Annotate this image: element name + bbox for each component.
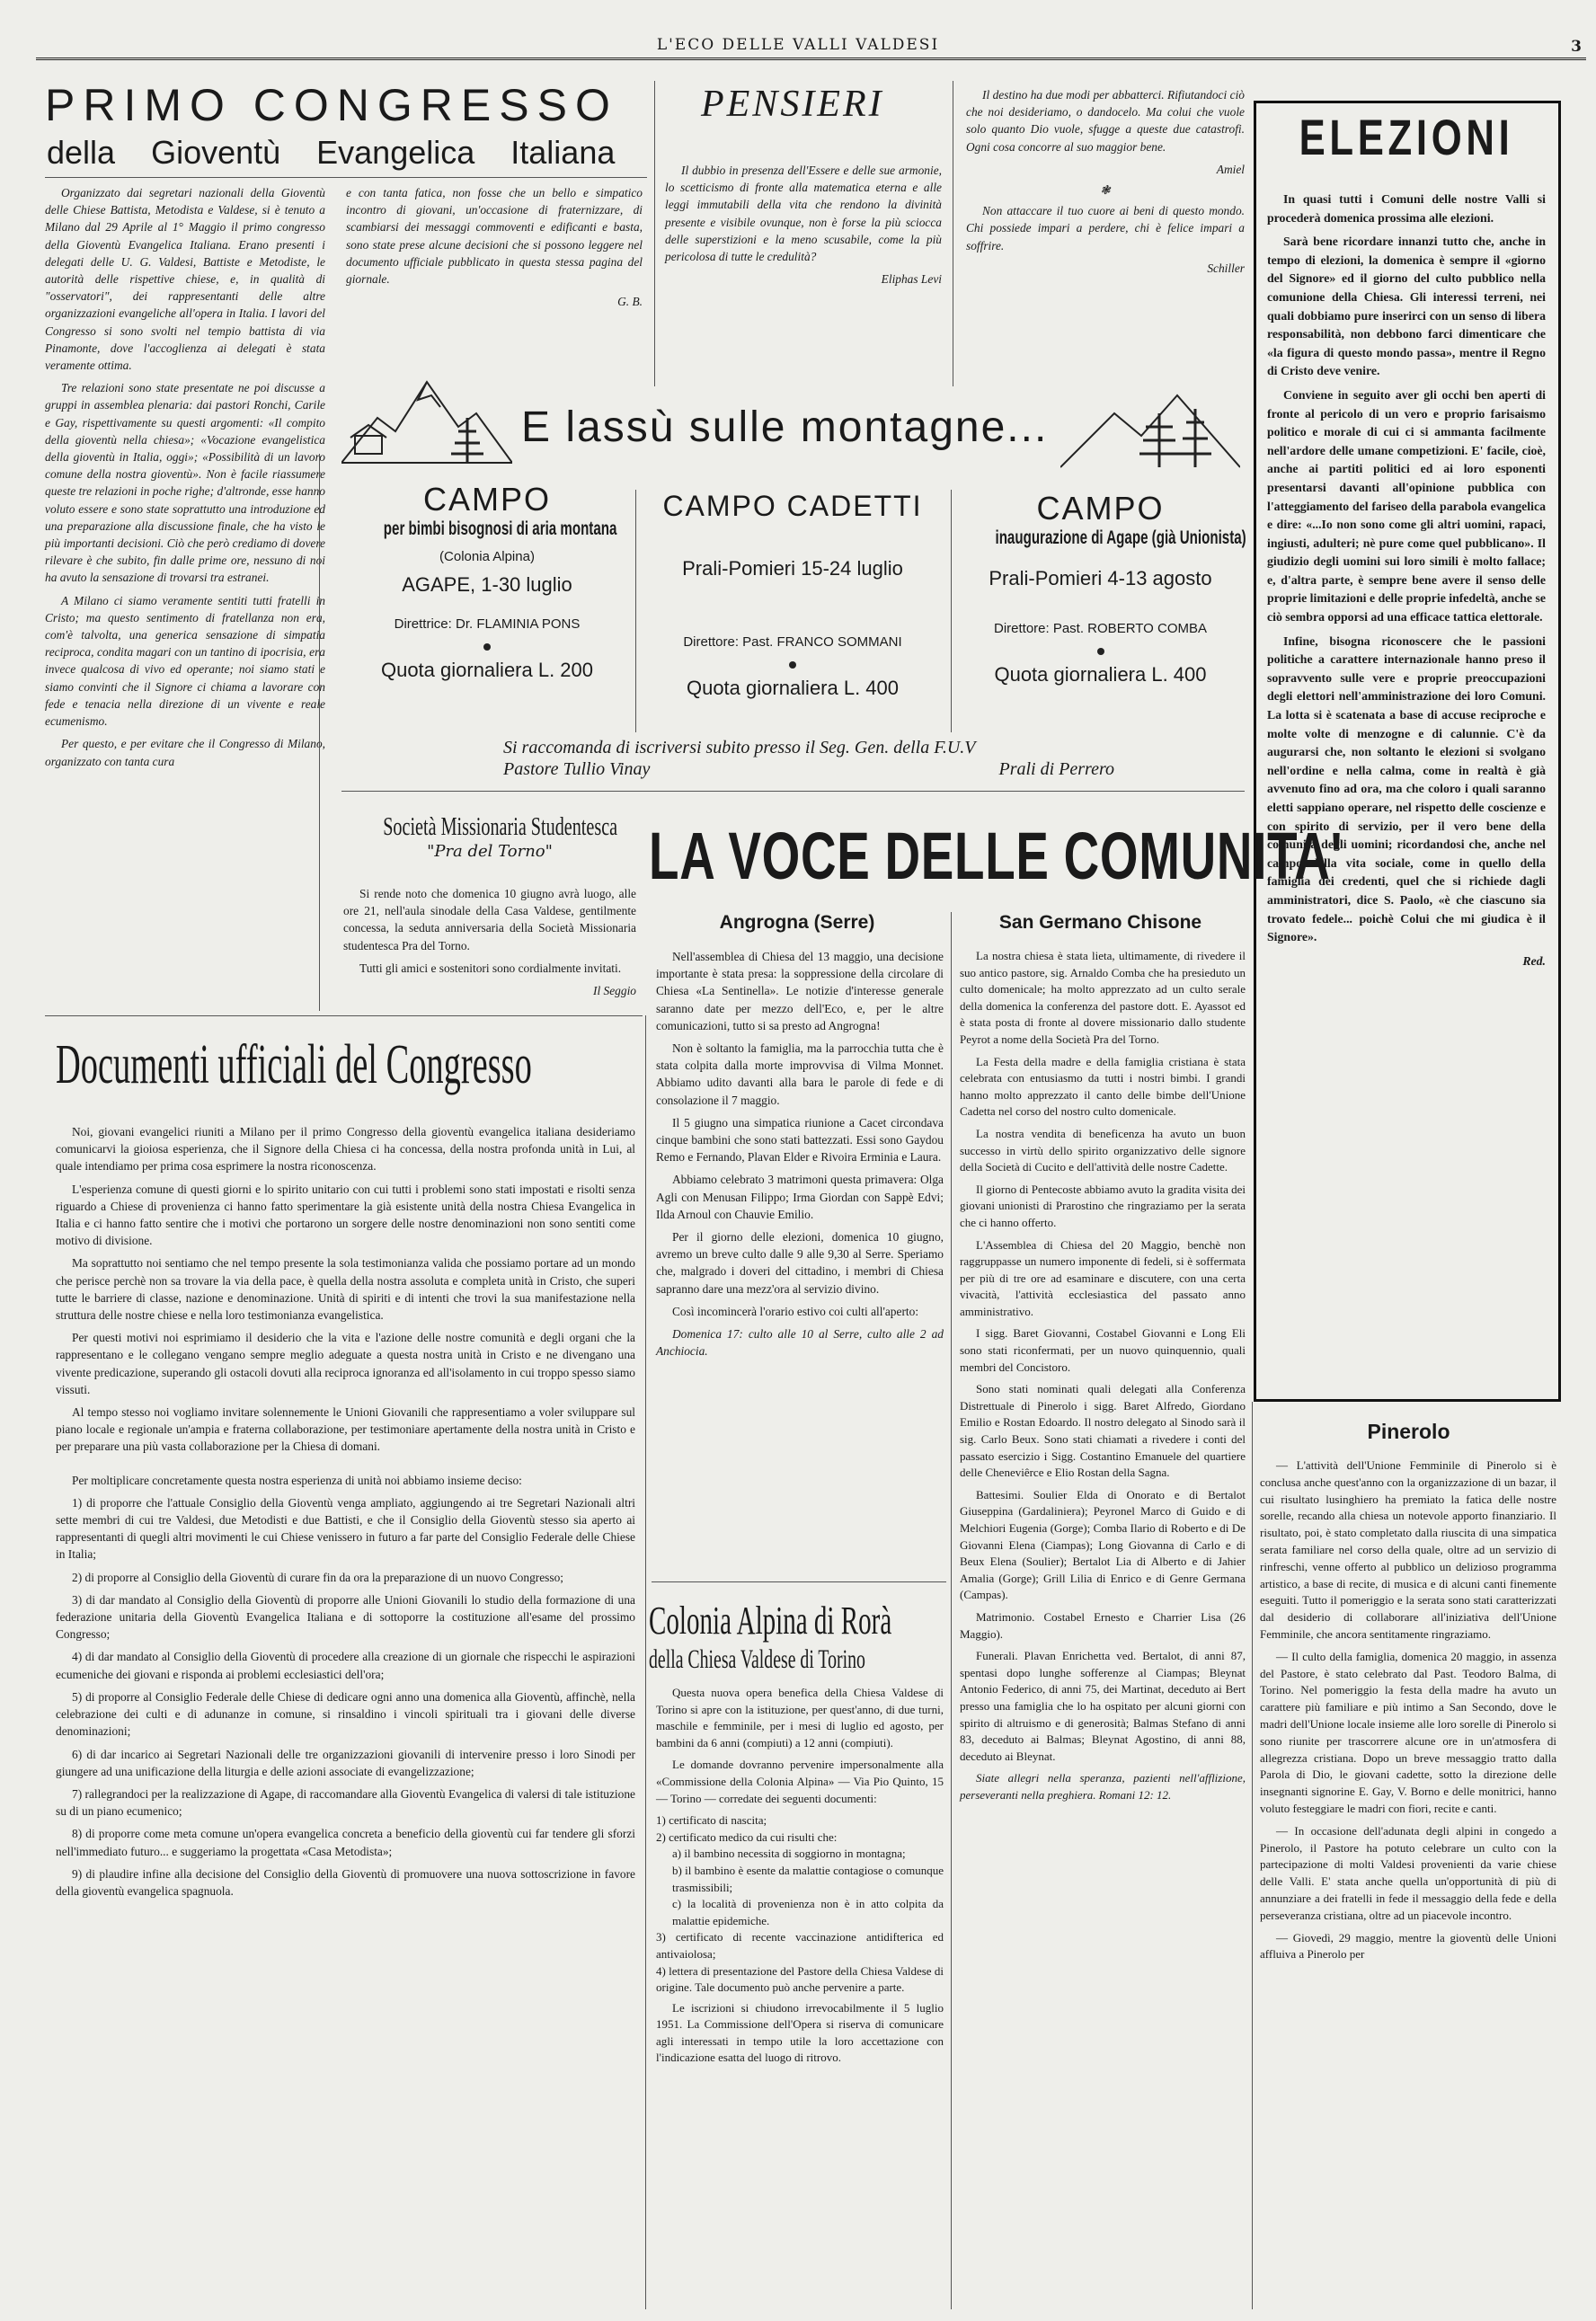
congress-rule [45,177,647,178]
documents-item: 3) di dar mandato al Consiglio della Gioventù di proporre alle Unioni Giovanili lo studio della formazione di una federazione unitaria della Gioventù Evangelica Italiana e di sottoporre la costituzione all'esame del prossimo Congresso; [56,1592,635,1642]
camp-3-dates: Prali-Pomieri 4-13 agosto [989,567,1212,589]
elections-paragraph: Sarà bene ricordare innanzi tutto che, anche in tempo di elezioni, la domenica è sempre il «giorno del Signore» ed il giorno del culto pubblico nella comunione della Chiesa. Gli interessi terreni, nei quali dobbiamo pure inserirci con un senso di libera responsabilità, non debbono farci dimenticare che «la figura di questo mondo passa», mentre il Regno di Cristo deve venire. [1267,235,1546,378]
column-rule [951,912,952,2309]
pensieri-column-1 [665,162,942,288]
documents-paragraph: Noi, giovani evangelici riuniti a Milano per il primo Congresso della gioventù evangelica italiana desideriamo comunicarvi la gioiosa esperienza, che il Signore della Chiesa ci ha concessa, della nostra profonda unità in Lui, al quale intendiamo per prima cosa esprimere la nostra riconoscenza. [56,1125,635,1174]
rora-list-item: 2) certificato medico da cui risulti che: [656,1829,838,1844]
angrogna-paragraph: Non è soltanto la famiglia, ma la parrocchia tutta che è stata colpita dalla morte improvvisa di Vilma Monnet. Abbiamo udito davanti alla bara le parole di fede e di consolazione il 7 maggio. [656,1041,944,1107]
column-rule [951,490,952,732]
quote-text: Il dubbio in presenza dell'Essere e delle sue armonie, lo scetticismo di fronte alla matematica eterna e alle leggi immutabili della vita che rendono la divinità presente e visibile ovunque, non è forse la più sciocca delle superstizioni e la meno scusabile, come la più pericolosa di tutte le credulità? [665,164,942,264]
quote-text: Il destino ha due modi per abbatterci. Rifiutandoci ciò che noi desideriamo, o dandocelo. Ma colui che vuole solo quanto Dio vuole, sfugge a queste due catastrofi. Ogni cosa concorre al suo maggior bene. [966,88,1245,154]
elections-paragraph: In quasi tutti i Comuni delle nostre Valli si procederà domenica prossima alle elezioni. [1267,192,1546,225]
sangermano-paragraph: L'Assemblea di Chiesa del 20 Maggio, benchè non raggruppasse un numero imponente di fedeli, si è soffermata per più di tre ore ad esaminare e discutere, con una certa vivacità, l'attività ecclesiastica del passato anno amministrativo. [960,1237,1246,1318]
rora-text [656,1685,944,2072]
documents-item: 8) di proporre come meta comune un'opera evangelica concreta a beneficio della gioventù cui far tendere gli sforzi nell'immediato futuro... e suggeriamo la progettata «Casa Metodista»; [56,1827,635,1858]
ornament-icon: ❃ [1100,183,1111,198]
documents-paragraph: Per moltiplicare concretamente questa nostra esperienza di unità noi abbiamo insieme deciso: [72,1473,522,1487]
angrogna-title: Angrogna (Serre) [719,912,875,933]
camp-2-dates: Prali-Pomieri 15-24 luglio [682,557,903,580]
angrogna-paragraph: Per il giorno delle elezioni, domenica 10 giugno, avremo un breve culto dalle 9 alle 9,30 al Serre. Speriamo che, malgrado i doveri del cittadino, i membri di Chiesa sapranno dare una mezz'ora al servizio divino. [656,1230,944,1296]
camp-2-title: CAMPO CADETTI [662,490,923,522]
congress-paragraph: Tre relazioni sono state presentate ne poi discusse a gruppi in assemblea plenaria: dai pastori Ronchi, Carile e Gay, rispettivamente su questi argomenti: «Il compito della gioventù nella chiesa»; «Vocazione evangelistica della gioventù in Italia, oggi»; «Possibilità di un lavoro comune della nostra gioventù». Non è facile riassumere queste tre relazioni in poche righe; d'altronde, esse hanno voluto essere e sono state soprattutto una introduzione ed una preparazione alla discussione finale, che ha visto le più importanti decisioni. Ciò che però crediamo di dovere rilevare è che subito, fin dalle prime ore, nessuno di noi ha avuto la sensazione di trovarsi tra estranei. [45,381,325,585]
documents-paragraph: L'esperienza comune di questi giorni e lo spirito unitario con cui tutti i problemi sono stati impostati e risolti senza riguardo a Chiese di provenienza ci hanno fatto sperimentare la già esistente unità della nostra Chiesa Evangelica in Italia e ci hanno fatto sentire che i motivi che portarono un sorgere delle nostre denominazioni non sono sentiti come motivo di divisione. [56,1182,635,1248]
sangermano-paragraph: La nostra chiesa è stata lieta, ultimamente, di rivedere il suo antico pastore, sig. Arnaldo Comba che ha presieduto un culto domenicale; ha molto apprezzato ad un culto serale della domenica la conferenza del pastore dott. E. Ayassot ed è stata posta di fronte al dovere missionario dallo studente Peyrot a nome della Società Pra del Torno. [960,949,1246,1046]
congress-column-2 [346,184,643,310]
camp-1-fee: Quota giornaliera L. 200 [380,659,594,681]
column-rule [319,454,320,1011]
missionary-paragraph: Tutti gli amici e sostenitori sono cordialmente invitati. [359,961,622,975]
pensieri-title: PENSIERI [701,84,884,125]
documents-paragraph: Al tempo stesso noi vogliamo invitare solennemente le Unioni Giovanili che rappresentiamo a voler sviluppare sul piano locale e regionale un'ampia e fraterna collaborazione, per testimoniare apertamente della nostra unità in Cristo e per preparare una più vasta collaborazione per la Chiesa di domani. [56,1405,635,1454]
documents-item: 9) di plaudire infine alla decisione del Consiglio della Gioventù di promuovere una nuova sottoscrizione in favore della gioventù evangelica spagnuola. [56,1866,635,1898]
congress-paragraph: Organizzato dai segretari nazionali della Gioventù delle Chiese Battista, Metodista e Valdese, si è tenuto a Milano dal 29 Aprile al 1° Maggio il primo congresso della Gioventù Evangelica Italiana. Erano presenti i delegati delle U. G. Valdesi, Battiste e Metodiste, le autorità delle rispettive chiese, e, in qualità di "osservatori", dei rappresentanti delle altre organizzazioni evangeliche all'opera in Italia. I lavori del Congresso si sono svolti nel tempio battista di via Pinamonte, dove l'accoglienza ai delegati è stata veramente ottima. [45,186,325,373]
pinerolo-title: Pinerolo [1367,1420,1450,1443]
camp-1-place: (Colonia Alpina) [439,549,535,564]
rora-subtitle: della Chiesa Valdese di Torino [649,1644,865,1674]
missionary-signature: Il Seggio [593,984,636,998]
sangermano-title: San Germano Chisone [998,912,1202,933]
documents-text [56,1123,635,1905]
sangermano-text [960,948,1246,1810]
quote-author: Amiel [1216,162,1245,176]
quote-text: Non attaccare il tuo cuore ai beni di questo mondo. Chi possiede impari a perdere, chi è felice impari a soffrire. [966,204,1245,252]
camp-3-subtitle: inaugurazione di Agape (già Unionista) [995,527,1246,548]
sangermano-paragraph: Funerali. Plavan Enrichetta ved. Bertalot, di anni 87, spentasi dopo lunghe sofferenze al Ciampas; Bleynat Antonio Federico, di anni 75, dei Martinat, deceduto ai Bert presso una famiglia che lo ha ospitato per alcuni giorni con spirito di altruismo e di generosità; Balmas Stefano di anni 83, deceduto ai Balmas; Bleynat Agostino, di anni 88, deceduto ai Bleynat. [960,1649,1246,1763]
pinerolo-paragraph: — Il culto della famiglia, domenica 20 maggio, in assenza del Pastore, è stato celebrato dal Past. Teodoro Balma, di Torino. Nel pomeriggio la festa della madre ha avuto un carattere più familiare e più intimo a San Secondo, dove le madri dell'Unione locale insieme alle loro sorelle di Pinerolo si sono riunite per trascorrere alcune ore in un'atmosfera di allegrezza cristiana. Dopo un breve messaggio tratto dalla Parola di Dio, le giovani cadette, sotto la direzione delle insegnanti signorine E. Gay, V. Borno e delle monitrici, hanno voluto festeggiare le madri con fiori, recite e canti. [1260,1649,1556,1815]
page-number: 3 [1571,38,1582,56]
angrogna-paragraph: Così incomincerà l'orario estivo coi culti all'aperto: [672,1304,919,1318]
camp-2-fee: Quota giornaliera L. 400 [686,677,900,699]
documents-paragraph: Ma soprattutto noi sentiamo che nel tempo presente la sola testimonianza valida che possiamo portare ad un mondo che perisce perchè non sa trovare la via della pace, è quella della nostra assoluta e completa unità in Cristo, che superi tutte le barriere di classe, nazione e denominazione. Unità di spiriti e di intenti che trovi la sua manifestazione nella struttura delle nostre chiese e nella loro testimonianza evangelistica. [56,1256,635,1323]
elections-paragraph: Infine, bisogna riconoscere che le passioni politiche a carattere internazionale hanno preso il sopravvento sulle vere e proprie preoccupazioni degli elettori nell'amministrazione dei loro Comuni. La lotta si è scatenata a base di accuse reciproche e molte volte di menzogne e di calunnie. C'è da augurarsi che, non soltanto le elezioni si svolgano nell'ordine e nella calma, come in realtà è già avvenuto fino ad ora, ma che coloro i quali saranno eletti sappiano operare, nel rispetto delle coscienze e con spirito di servizio, per il vero bene della comunità degli uomini; ricordandosi che, anche nel campo della vita sociale, come in quello della famiglia dei credenti, quel che si richiede dagli amministratori, dice S. Paolo, «è che ciascuno sia trovato fedele... poichè Colui che mi giudica è il Signore». [1267,633,1546,944]
header-rule [36,58,1586,60]
section-rule [652,1581,946,1582]
angrogna-paragraph: Domenica 17: culto alle 10 al Serre, culto alle 2 ad Anchiocia. [656,1327,944,1359]
camp-2 [640,490,945,700]
rora-list-item: a) il bambino necessita di soggiorno in montagna; [672,1847,906,1861]
congress-paragraph: A Milano ci siamo veramente sentiti tutti fratelli in Cristo; ma questo sentimento di fratellanza non era, com'è talvolta, una generica sensazione di simpatia reciproca, condita magari con un tantino di ipocrisia, era invece qualcosa di vivo ed operante; noi siamo stati e siamo convinti che il Signore ci chiama a lavorare con fede e tenacia nella direzione di un vivente e reale ecumenismo. [45,593,325,729]
angrogna-paragraph: Nell'assemblea di Chiesa del 13 maggio, una decisione importante è stata presa: la soppressione della circolare di Chiesa «La Sentinella». Le notizie d'interesse generale saranno date per mezzo dell'Eco, e, per le altre comunicazioni, tutto si sa presto ad Angrogna! [656,950,944,1032]
sangermano-paragraph: Siate allegri nella speranza, pazienti nell'afflizione, perseveranti nella preghiera. Romani 12: 12. [960,1771,1246,1802]
elections-title: ELEZIONI [1299,109,1514,165]
bullet-dot [789,661,796,669]
community-voice-title: LA VOCE DELLE COMUNITA' [649,819,1343,893]
congress-signature: G. B. [617,295,643,309]
bullet-dot [1097,648,1104,655]
camp-1-subtitle: per bimbi bisognosi di aria montana [383,518,617,539]
camp-3-director: Direttore: Past. ROBERTO COMBA [993,621,1207,636]
camp-1-title: CAMPO [422,481,551,518]
sangermano-paragraph: La Festa della madre e della famiglia cristiana è stata celebrata con entusiasmo da tutti i nostri bimbi. I grandi hanno molto apprezzato il canto delle bimbe dell'Unione Cadetta nel corso del nostro culto domenicale. [960,1054,1246,1119]
column-rule [1252,1402,1253,2309]
camps-note-line: Si raccomanda di iscriversi subito presso il Seg. Gen. della F.U.V [503,738,976,757]
sangermano-paragraph: Battesimi. Soulier Elda di Onorato e di Bertalot Giuseppina (Gardaliniera); Peyronel Marco di Guido e di Melchiori Eugenia (Gorge); Comba Ilario di Roberto e di De Giovanni Elena (Ciampas); Long Giovanna di Carlo e di Beux Elena (Soulier); Bertalot Lia di Alberto e di Jahier Amalia (Gorge); Grill Lilia di Enrico e di Genre Germana (Campas). [960,1487,1246,1602]
missionary-paragraph: Si rende noto che domenica 10 giugno avrà luogo, alle ore 21, nell'aula sinodale della Casa Valdese, gentilmente concessa, la seduta anniversaria della Società Missionaria studentesca Pra del Torno. [343,887,636,952]
camps-note-line: Prali di Perrero [998,759,1114,779]
mountain-illustration-left [341,364,512,472]
elections-paragraph: Conviene in seguito aver gli occhi ben aperti di fronte al pericolo di un vero e proprio farisaismo politico e morale di cui ci si ammanta facilmente nell'ardore delle umane competizioni. E' facile, cioè, anche ai partiti politici ed ai loro esponenti presentarsi davanti all'opinione pubblica con l'atteggiamento del fariseo della parabola evangelica e dire: «...Io non sono come gli altri uomini, rapaci, ingiusti, adulteri; nè pure come quel pubblicano». Il giudizio degli uomini sui loro simili è molto fallace; e, d'altra parte, è sempre bene avere il senso delle proprie limitazioni e delle proprie infedeltà, anche se ciò sembra opporsi ad una efficace tattica elettorale. [1267,387,1546,625]
pensieri-column-2 [966,86,1245,277]
elections-signature: Red. [1522,953,1546,968]
documents-item: 6) di dar incarico ai Segretari Nazionali delle tre organizzazioni giovanili di intervenire presso i loro Sinodi per giungere ad una unificazione della liturgia e delle azioni associate di evangelizzazione; [56,1747,635,1778]
rora-paragraph: Questa nuova opera benefica della Chiesa Valdese di Torino si apre con la istituzione, per quest'anno, di due turni, maschile e femminile, per i mesi di luglio ed agosto, per bambini da 6 anni (compiuti) a 12 anni (compiuti). [656,1686,944,1750]
documents-title: Documenti ufficiali del Congresso [56,1034,532,1095]
documents-item: 1) di proporre che l'attuale Consiglio della Gioventù venga ampliato, aggiungendo ai tre Segretari Nazionali altri sette membri di cui tre Valdesi, due Metodisti e due Battisti, e che il Consiglio della Gioventù stesso sia aperto ai rappresentanti di quegli altri movimenti le cui Chiese venissero in futuro a far parte del Consiglio Federale delle Chiese in Italia; [56,1495,635,1562]
camps-banner: E lassù sulle montagne... [521,403,1049,451]
sangermano-paragraph: Sono stati nominati quali delegati alla Conferenza Distrettuale di Pinerolo i sigg. Baret Alfredo, Giordano Emilio e Rostan Edoardo. Il nostro delegato al Sinodo sarà il sig. Carlo Beux. Sono stati chiamati a rivedere i conti del passato esercizio i Sigg. Costantino Emanuele del quartiere delle Cheneviêrce e Elio Rostan della Sagna. [960,1382,1246,1480]
rora-title: Colonia Alpina di Rorà [649,1599,892,1643]
pinerolo-paragraph: — In occasione dell'adunata degli alpini in congedo a Pinerolo, il Pastore ha potuto celebrare un culto con la partecipazione di molti Valdesi provenienti da varie chiese delle Valli. E' stata anche quella un'opportunità di più di annunziare a dei fratelli in fede il messaggio della fede e della perseveranza cristiana, oltre ad un piacevole incontro. [1260,1823,1556,1922]
mountain-illustration-right [1060,377,1240,476]
missionary-title: Società Missionaria Studentesca [383,813,618,841]
documents-item: 7) rallegrandoci per la realizzazione di Agape, di raccomandare alla Gioventù Evangelica di valersi di tale istituzione su di un piano ecumenico; [56,1786,635,1819]
sangermano-paragraph: I sigg. Baret Giovanni, Costabel Giovanni e Long Eli sono stati riconfermati, per un nuovo quinquennio, quali membri del Concistoro. [960,1326,1246,1374]
pinerolo-paragraph: — Giovedì, 29 maggio, mentre la gioventù delle Unioni affluiva a Pinerolo per [1260,1930,1556,1962]
column-rule [654,81,655,386]
newspaper-masthead: L'ECO DELLE VALLI VALDESI [656,36,940,54]
quote-author: Schiller [1207,261,1245,275]
camp-1-dates: AGAPE, 1-30 luglio [402,573,572,596]
rora-list-item: b) il bambino è esente da malattie contagiose o comunque trasmissibili; [672,1863,944,1894]
column-rule [645,1015,646,2309]
column-rule [635,490,636,732]
congress-paragraph: e con tanta fatica, non fosse che un bello e simpatico incontro di giovani, un'occasione di fraternizzare, di scambiarsi dei messaggi commoventi e edificanti e basta, sono state prese alcune decisioni che si possono leggere nel documento ufficiale pubblicato in questa stessa pagina del giornale. [346,186,643,287]
section-rule [45,1015,643,1016]
quote-author: Eliphas Levi [881,272,942,287]
sangermano-paragraph: Matrimonio. Costabel Ernesto e Charrier Lisa (26 Maggio). [960,1609,1246,1641]
pinerolo-text [1260,1457,1556,1969]
missionary-header [341,813,638,861]
sangermano-paragraph: Il giorno di Pentecoste abbiamo avuto la gradita visita dei giovani unionisti di Prarostino che ringraziamo per la serata che ci hanno offerto. [960,1182,1246,1229]
pinerolo-paragraph: — L'attività dell'Unione Femminile di Pinerolo si è conclusa anche quest'anno con la organizzazione di un bazar, il cui risultato lusinghiero ha premiato la fatica delle nostre sorelle, recando alla chiesa un notevole apporto finanziario. Il risultato, poi, è stato completato dalla riuscita di una simpatica serata familiare nel corso della quale, oltre ad un servizio di rinfreschi, venne offerto al pubblico un delizioso programma artistico, a base di recite, di musica e di alcuni canti finemente eseguiti. Tutto il pomeriggio e la serata sono stati caratterizzati dal desiderio di collaborare all'iniziativa dell'Unione Femminile, che ancora sentitamente ringraziamo. [1260,1458,1556,1641]
rora-list-item: 1) certificato di nascita; [656,1813,767,1828]
camp-3-title: CAMPO [1036,490,1165,527]
section-rule [341,791,1245,792]
camp-2-director: Direttore: Past. FRANCO SOMMANI [683,634,902,650]
documents-item: 2) di proporre al Consiglio della Gioventù di curare fin da ora la preparazione di un nuovo Congresso; [72,1570,564,1584]
rora-list-item: 4) lettera di presentazione del Pastore della Chiesa Valdese di origine. Tale documento può anche pervenire a parte. [656,1963,944,1995]
sangermano-paragraph: La nostra vendita di beneficenza ha avuto un buon successo in virtù dello spirito organizzativo delle signore della Società di Cucito e dell'attività delle nostre Cadette. [960,1126,1246,1174]
angrogna-paragraph: Il 5 giugno una simpatica riunione a Cacet circondava cinque bambini che sono stati battezzati. Essi sono Gaydou Remo e Fernando, Plavan Elder e Rivoira Erminia e Laura. [656,1115,944,1165]
missionary-subtitle: "Pra del Torno" [427,842,553,861]
documents-paragraph: Per questi motivi noi esprimiamo il desiderio che la vita e l'azione delle nostre comunità e degli organi che la rappresentano e le collegano vengano sempre meglio adeguate a questa nostra unità in Cristo e ne divengano una vivente predicazione, superando gli ostacoli dovuti alla reciproca ignoranza ed all'isolamento in cui troppo spesso siamo vissuti. [56,1331,635,1396]
rora-paragraph: Le domande dovranno pervenire impersonalmente alla «Commissione della Colonia Alpina» — Via Pio Quinto, 15 — Torino — corredate dei seguenti documenti: [656,1758,944,1805]
camp-3-fee: Quota giornaliera L. 400 [994,663,1207,686]
congress-column-1 [45,184,325,775]
camp-1 [343,481,631,682]
congress-paragraph: Per questo, e per evitare che il Congresso di Milano, organizzato con tanta cura [45,737,325,768]
congress-subtitle: della Gioventù Evangelica Italiana [47,134,616,171]
rora-list-item: c) la località di provenienza non è in atto colpita da malattie epidemiche. [672,1897,944,1927]
camp-1-director: Direttrice: Dr. FLAMINIA PONS [394,616,581,632]
angrogna-text [656,948,944,1365]
angrogna-paragraph: Abbiamo celebrato 3 matrimoni questa primavera: Olga Agli con Menusan Filippo; Irma Giordan con Sappè Edvi; Ilda Arnoul con Chauvie Emilio. [656,1173,944,1221]
bullet-dot [483,643,491,651]
missionary-text [343,885,636,999]
camps-note [503,737,1114,780]
rora-paragraph: Le iscrizioni si chiudono irrevocabilmente il 5 luglio 1951. La Commissione dell'Opera si riserva di comunicare agli interessati in tempo utile la loro accettazione con l'indicazione esatta del luogo di ritrovo. [656,2000,944,2065]
rora-list-item: 3) certificato di recente vaccinazione antidifterica ed antivaiolosa; [656,1930,944,1961]
camp-3 [954,490,1246,687]
camps-note-line: Pastore Tullio Vinay [503,759,651,779]
documents-item: 4) di dar mandato al Consiglio della Gioventù di procedere alla creazione di un giornale che rispecchi le aspirazioni ecumeniche dei giovani e risponda ai problemi ecclesiastici dell'ora; [56,1650,635,1681]
documents-item: 5) di proporre al Consiglio Federale delle Chiese di dedicare ogni anno una domenica alla Gioventù, affinchè, nella celebrazione dei culti e di adunanze in comune, si rinsaldino i vincoli spirituali tra i giovani delle diverse denominazioni; [56,1689,635,1739]
congress-title: PRIMO CONGRESSO [45,80,618,130]
